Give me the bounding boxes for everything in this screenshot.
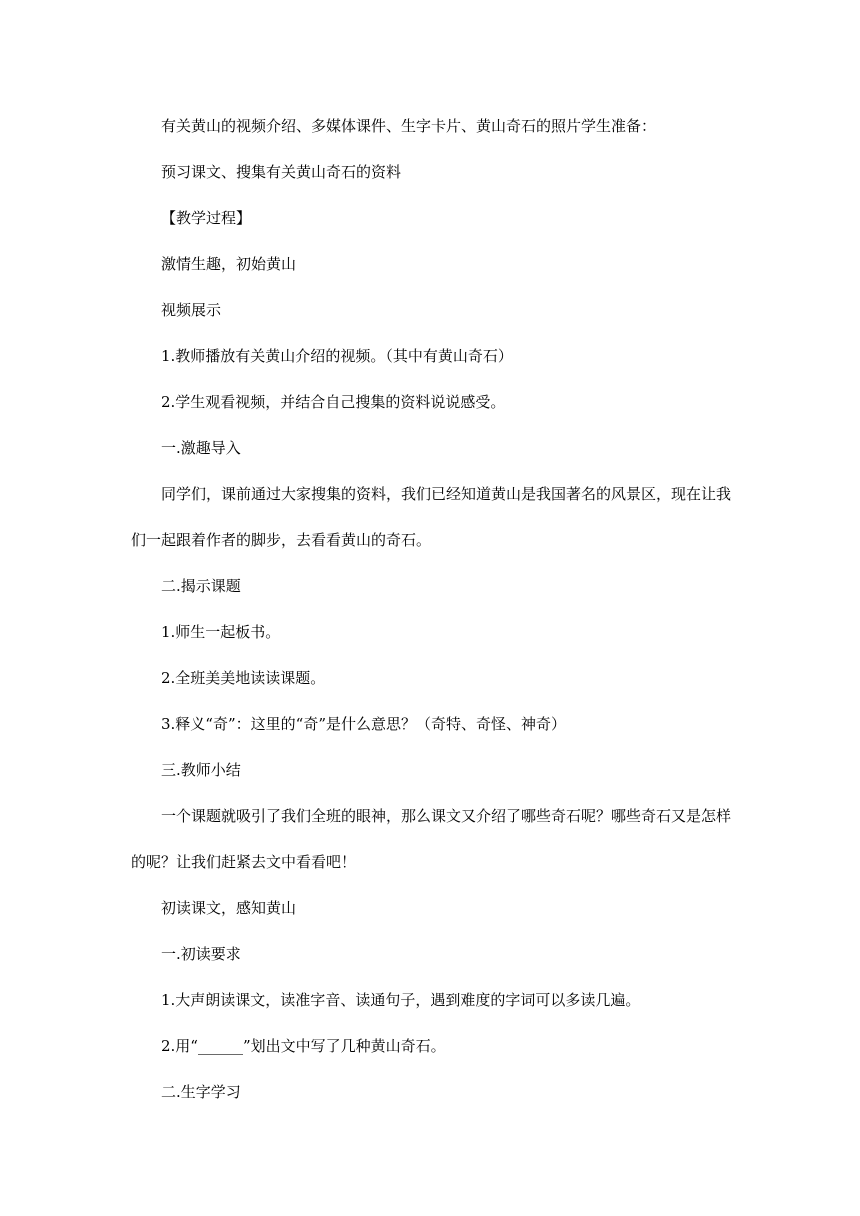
list-item-underline-rocks: 2.用“______”划出文中写了几种黄山奇石。: [161, 1037, 446, 1055]
paragraph-video-display: 视频展示: [161, 301, 222, 319]
list-item-explain-qi: 3.释义“奇”：这里的“奇”是什么意思？（奇特、奇怪、神奇）: [161, 715, 566, 733]
list-item-read-title: 2.全班美美地读读课题。: [161, 669, 326, 687]
list-item-watch-video: 2.学生观看视频，并结合自己搜集的资料说说感受。: [161, 393, 506, 411]
paragraph-summary-text: 一个课题就吸引了我们全班的眼神，那么课文又介绍了哪些奇石呢？哪些奇石又是怎样的呢？让我们赶紧去文中看看吧！: [131, 807, 732, 871]
list-item-read-aloud: 1.大声朗读课文，读准字音、读通句子，遇到难度的字词可以多读几遍。: [161, 991, 641, 1009]
paragraph-materials: 有关黄山的视频介绍、多媒体课件、生字卡片、黄山奇石的照片学生准备：: [161, 117, 657, 135]
subheading-reveal-topic: 二.揭示课题: [161, 577, 241, 595]
list-item-board-writing: 1.师生一起板书。: [161, 623, 281, 641]
section-heading-first-reading: 初读课文，感知黄山: [161, 899, 297, 917]
section-heading-teaching-process: 【教学过程】: [161, 209, 252, 227]
document-body: [131, 114, 736, 1126]
paragraph-student-prep: 预习课文、搜集有关黄山奇石的资料: [161, 163, 402, 181]
list-item-play-video: 1.教师播放有关黄山介绍的视频。（其中有黄山奇石）: [161, 347, 513, 365]
subheading-teacher-summary: 三.教师小结: [161, 761, 241, 779]
subheading-reading-requirements: 一.初读要求: [161, 945, 241, 963]
section-heading-intro: 激情生趣，初始黄山: [161, 255, 297, 273]
subheading-character-learning: 二.生字学习: [161, 1083, 241, 1101]
subheading-stimulate-interest: 一.激趣导入: [161, 439, 241, 457]
paragraph-intro-text: 同学们，课前通过大家搜集的资料，我们已经知道黄山是我国著名的风景区，现在让我们一起跟着作者的脚步，去看看黄山的奇石。: [131, 485, 732, 549]
